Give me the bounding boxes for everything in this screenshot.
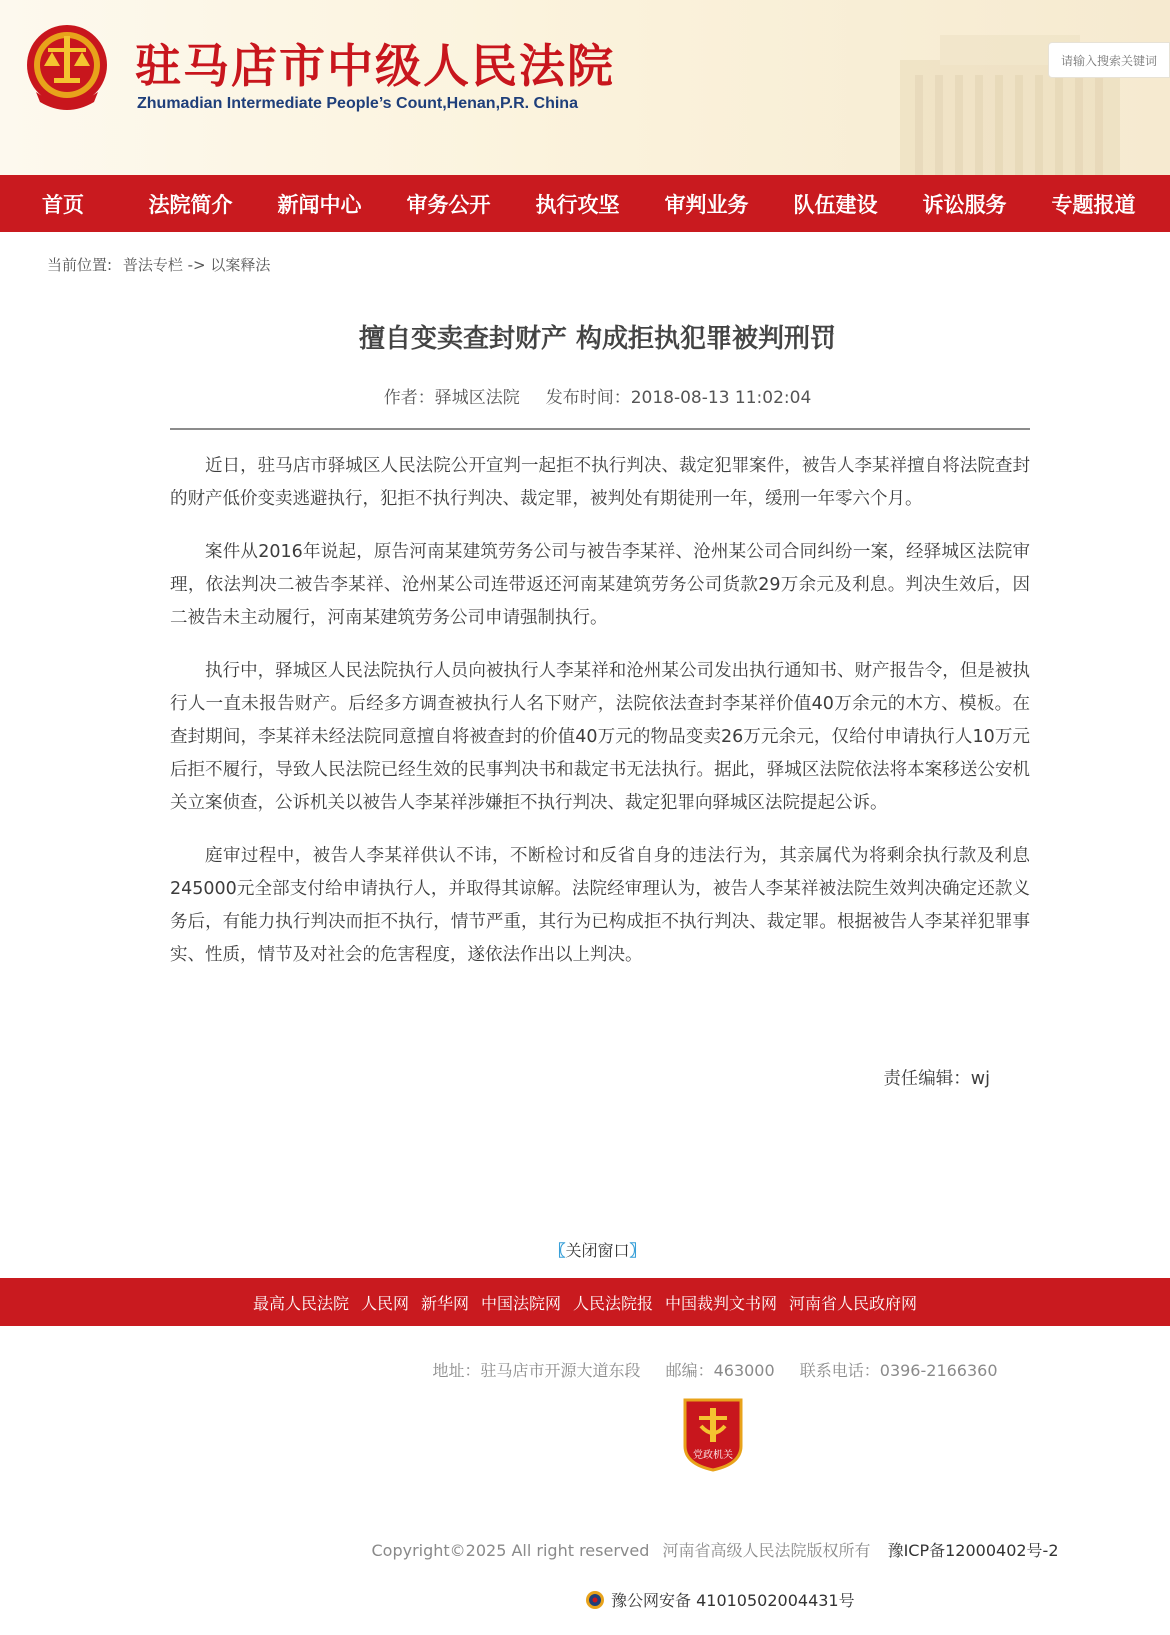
footer-link-supreme-court[interactable]: 最高人民法院 (252, 1293, 349, 1313)
article-meta (0, 383, 1170, 408)
nav-item-court-affairs[interactable]: 审务公开 (406, 192, 491, 217)
footer-links (0, 1278, 1170, 1326)
footer-link-chinacourt[interactable]: 中国法院网 (480, 1293, 561, 1313)
footer-link-judgments[interactable]: 中国裁判文书网 (665, 1293, 778, 1313)
close-window-label: 关闭窗口 (565, 1241, 630, 1260)
badge-label: 党政机关 (693, 1450, 733, 1461)
breadcrumb-label: 当前位置: (47, 256, 113, 274)
court-emblem-icon (24, 22, 110, 112)
breadcrumb (47, 254, 276, 275)
article-paragraph: 执行中，驿城区人民法院执行人员向被执行人李某祥和沧州某公司发出执行通知书、财产报告令，但是被执行人一直未报告财产。后经多方调查被执行人名下财产，法院依法查封李某祥价值40万余元的木方、模板。在查封期间，李某祥未经法院同意擅自将被查封的价值40万元的物品变卖26万元余元，仅给付申请执行人10万元后拒不履行，导致人民法院已经生效的民事判决书和裁定书无法执行。据此，驿城区法院依法将本案移送公安机关立案侦查，公诉机关以被告人李某祥涉嫌拒不执行判决、裁定犯罪向驿城区法院提起公诉。 (170, 661, 1030, 813)
article-editor: 责任编辑：wj (883, 1069, 990, 1089)
nav-item-enforcement[interactable]: 执行攻坚 (535, 192, 620, 217)
nav-item-team[interactable]: 队伍建设 (793, 192, 878, 217)
footer-link-xinhua[interactable]: 新华网 (420, 1293, 469, 1313)
title-divider (170, 428, 1030, 430)
site-title: 驻马店市中级人民法院 (135, 39, 615, 93)
footer-copyright (0, 1538, 1170, 1561)
article-paragraph: 庭审过程中，被告人李某祥供认不讳，不断检讨和反省自身的违法行为，其亲属代为将剩余执行款及利息245000元全部支付给申请执行人，并取得其谅解。法院经审理认为，被告人李某祥被法院生效判决确定还款义务后，有能力执行判决而拒不执行，情节严重，其行为已构成拒不执行判决、裁定罪。根据被告人李某祥犯罪事实、性质，情节及对社会的危害程度，遂依法作出以上判决。 (170, 846, 1030, 965)
address-text: 地址：驻马店市开源大道东段 (432, 1361, 641, 1380)
search-input[interactable]: 请输入搜索关键词 (1048, 42, 1170, 78)
party-government-badge-icon[interactable] (681, 1396, 745, 1472)
breadcrumb-path[interactable]: 普法专栏 -> 以案释法 (122, 256, 271, 274)
bracket-left: 〖 (549, 1241, 566, 1260)
nav-item-home[interactable]: 首页 (42, 192, 84, 217)
close-window-button[interactable] (0, 1238, 1170, 1261)
icp-link[interactable]: 豫ICP备12000402号-2 (887, 1541, 1059, 1560)
nav-item-litigation[interactable]: 诉讼服务 (922, 192, 1007, 217)
nav-item-trial[interactable]: 审判业务 (664, 192, 749, 217)
main-nav (0, 175, 1170, 232)
footer-link-people[interactable]: 人民网 (360, 1293, 409, 1313)
bracket-right: 〗 (629, 1241, 646, 1260)
court-building-background (840, 0, 1170, 175)
footer-address (0, 1358, 1170, 1381)
nav-item-news[interactable]: 新闻中心 (277, 192, 362, 217)
nav-item-court-intro[interactable]: 法院简介 (148, 192, 233, 217)
copyright-owner: 河南省高级人民法院版权所有 (662, 1541, 871, 1560)
article-paragraph: 近日，驻马店市驿城区人民法院公开宣判一起拒不执行判决、裁定犯罪案件，被告人李某祥擅自将法院查封的财产低价变卖逃避执行，犯拒不执行判决、裁定罪，被判处有期徒刑一年，缓刑一年零六个月。 (170, 456, 1030, 509)
police-record[interactable] (585, 1588, 855, 1611)
site-subtitle: Zhumadian Intermediate People’s Count,Henan,P.R. China (137, 95, 578, 112)
footer-link-court-daily[interactable]: 人民法院报 (573, 1293, 654, 1313)
footer-link-henan-gov[interactable]: 河南省人民政府网 (789, 1293, 918, 1313)
nav-item-special[interactable]: 专题报道 (1051, 192, 1136, 217)
phone-text: 联系电话：0396-2166360 (799, 1361, 998, 1380)
site-header (0, 0, 1170, 175)
article-published: 发布时间：2018-08-13 11:02:04 (545, 388, 812, 408)
article-title: 擅自变卖查封财产 构成拒执犯罪被判刑罚 (358, 324, 837, 354)
postcode-text: 邮编：463000 (665, 1361, 775, 1380)
article-body (170, 450, 1030, 992)
copyright-text: Copyright©2025 All right reserved (371, 1541, 650, 1560)
article-paragraph: 案件从2016年说起，原告河南某建筑劳务公司与被告李某祥、沧州某公司合同纠纷一案，经驿城区法院审理，依法判决二被告李某祥、沧州某公司连带返还河南某建筑劳务公司货款29万余元及利息。判决生效后，因二被告未主动履行，河南某建筑劳务公司申请强制执行。 (170, 542, 1030, 628)
article-author: 作者：驿城区法院 (383, 388, 520, 408)
police-record-text: 豫公网安备 41010502004431号 (611, 1591, 855, 1610)
police-badge-icon (585, 1590, 605, 1610)
